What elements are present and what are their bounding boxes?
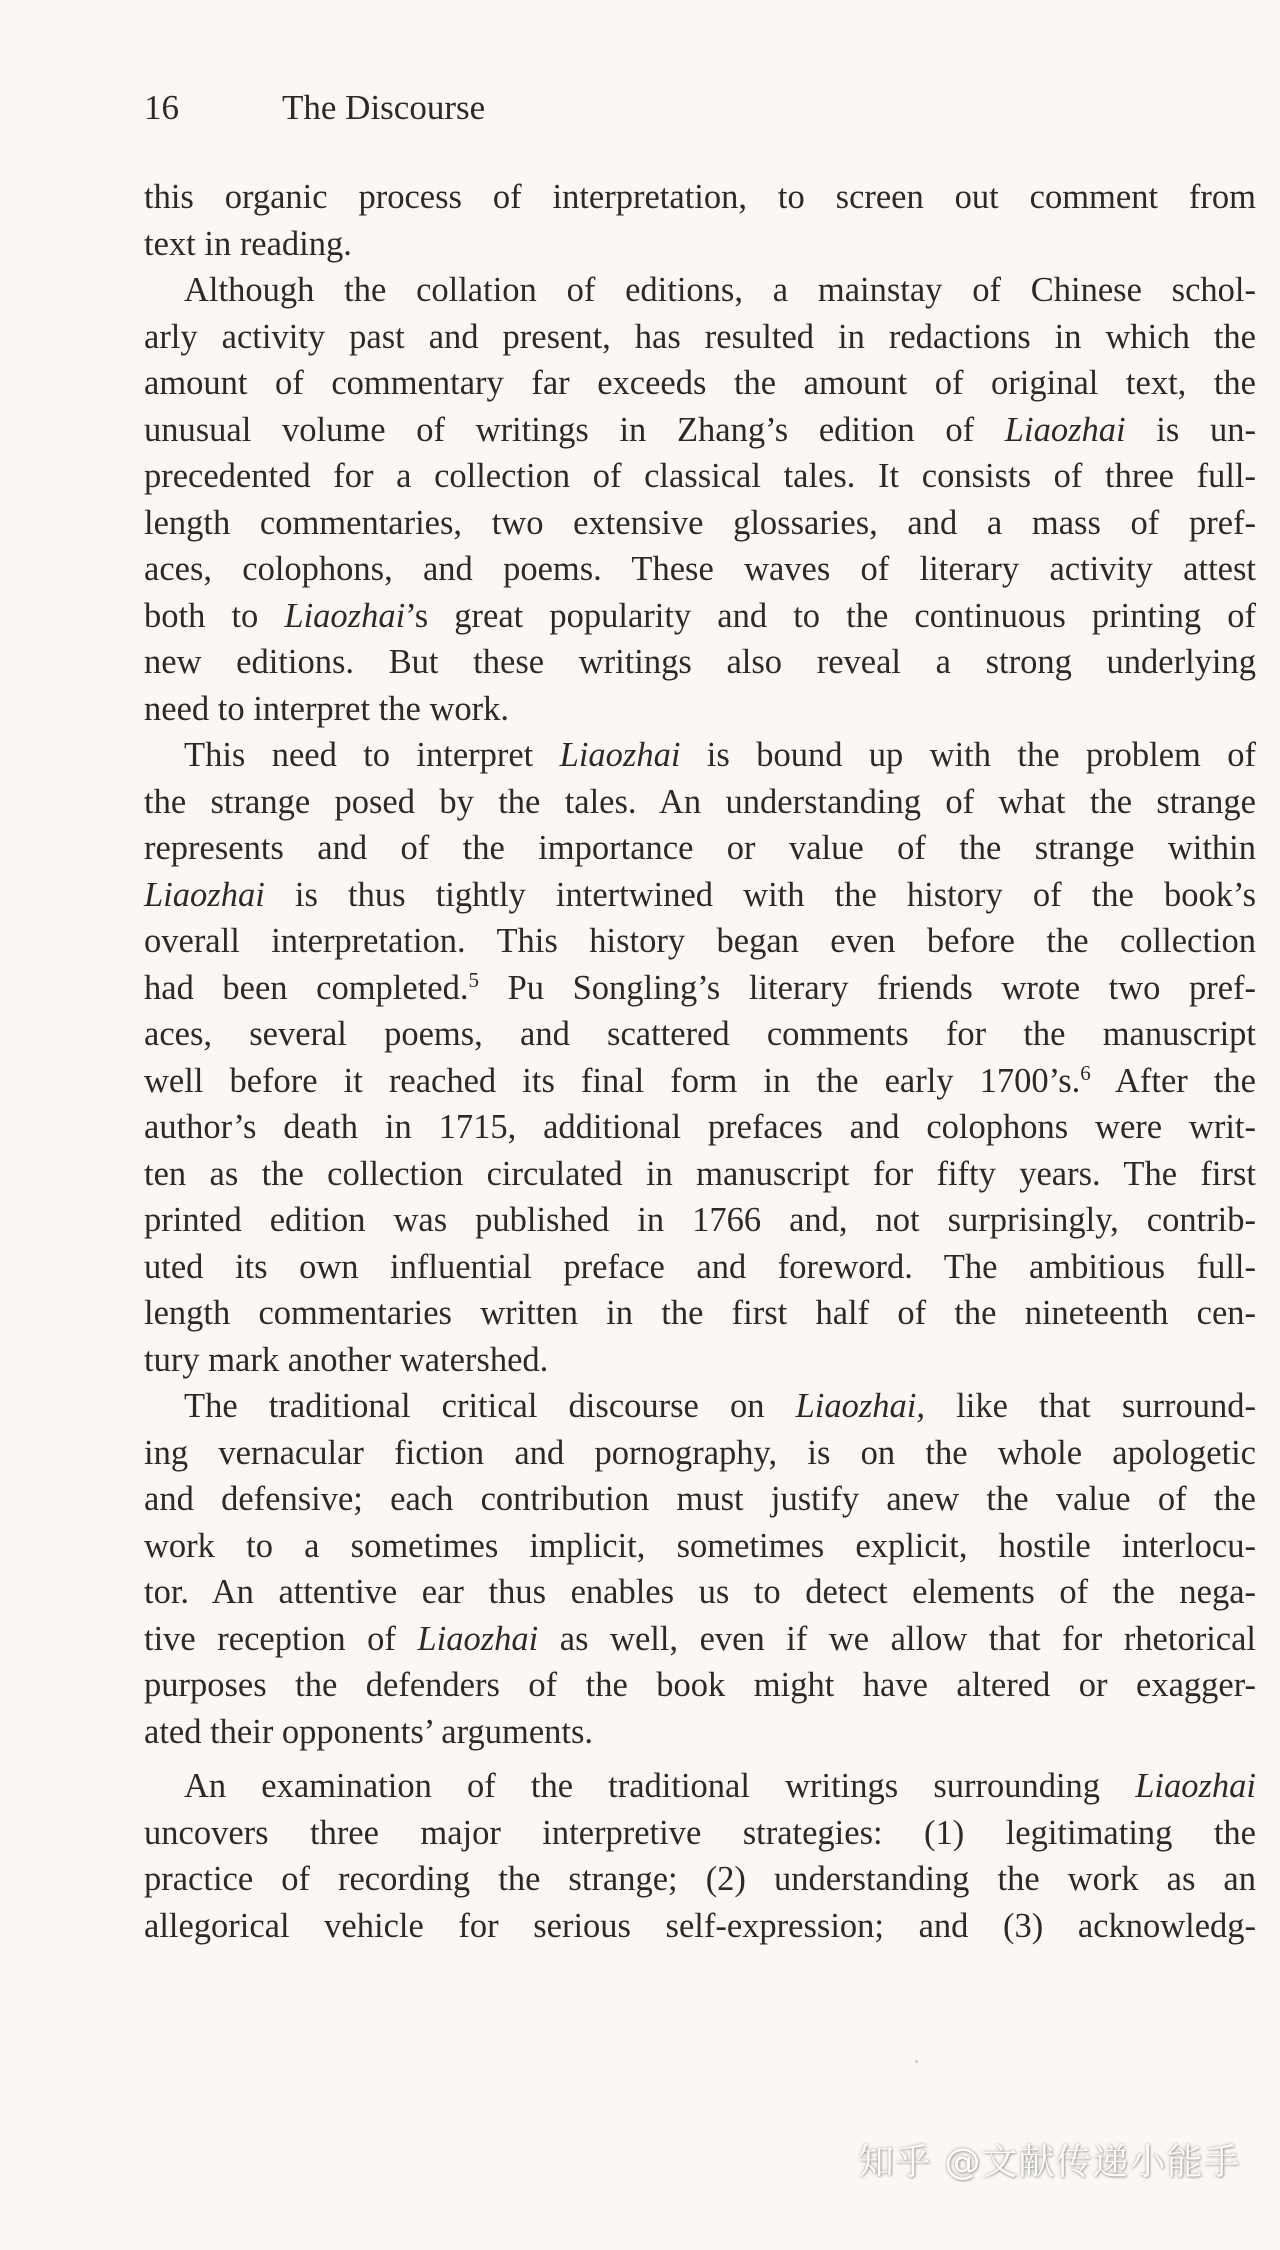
text-line: tive reception of Liaozhai as well, even if we allow that for rhetorical [144, 1619, 1256, 1658]
text-line: both to Liaozhai’s great popularity and to the continuous printing of [144, 596, 1256, 635]
book-title: Liaozhai [284, 596, 406, 635]
book-title: Liaozhai [417, 1619, 539, 1658]
text-line: unusual volume of writings in Zhang’s edition of Liaozhai is un- [144, 410, 1256, 449]
book-title: Liaozhai [144, 875, 265, 914]
text-line: the strange posed by the tales. An understanding of what the strange [144, 782, 1256, 821]
text-line: printed edition was published in 1766 and, not surprisingly, contrib- [144, 1201, 1256, 1239]
text-line: precedented for a collection of classical tales. It consists of three full- [144, 457, 1256, 495]
text-line: Liaozhai is thus tightly intertwined with the history of the book’s [144, 875, 1256, 914]
running-title: The Discourse [282, 88, 486, 127]
text-line: purposes the defenders of the book might have altered or exagger- [144, 1666, 1256, 1704]
text-line: new editions. But these writings also reveal a strong underlying [144, 643, 1256, 681]
book-title: Liaozhai [1135, 1767, 1256, 1805]
page-number: 16 [144, 88, 179, 127]
text-line: This need to interpret Liaozhai is bound up with the problem of [184, 736, 1256, 774]
watermark: 知乎 @文献传递小能手 [858, 2142, 1241, 2183]
text-line: overall interpretation. This history began even before the collection [144, 922, 1256, 960]
text-line: author’s death in 1715, additional prefaces and colophons were writ- [144, 1108, 1256, 1146]
text-line: aces, several poems, and scattered comments for the manuscript [144, 1015, 1256, 1053]
text-line: length commentaries written in the first half of the nineteenth cen- [144, 1294, 1256, 1332]
text-line: had been completed.$^5$ Pu Songling’s literary friends wrote two pref- [144, 967, 1256, 1007]
text-line: tor. An attentive ear thus enables us to detect elements of the nega- [144, 1573, 1256, 1611]
text-line: ated their opponents’ arguments. [144, 1712, 594, 1751]
text-line: represents and of the importance or value of the strange within [144, 829, 1256, 867]
footnote-ref-5[interactable]: 5 [468, 967, 479, 992]
text-line: aces, colophons, and poems. These waves of literary activity attest [144, 550, 1256, 588]
text-line: arly activity past and present, has resulted in redactions in which the [144, 317, 1256, 356]
text-line: text in reading. [144, 224, 352, 263]
running-header [144, 84, 485, 132]
text-line: tury mark another watershed. [144, 1340, 549, 1379]
text-line: The traditional critical discourse on Liaozhai, like that surround- [184, 1387, 1257, 1425]
text-line: ing vernacular fiction and pornography, is on the whole apologetic [144, 1433, 1256, 1472]
text-line: ten as the collection circulated in manuscript for fifty years. The first [144, 1154, 1256, 1193]
text-line: need to interpret the work. [144, 689, 509, 728]
footnote-ref-6[interactable]: 6 [1080, 1060, 1091, 1085]
text-line: amount of commentary far exceeds the amount of original text, the [144, 364, 1256, 402]
book-title: Liaozhai [559, 736, 681, 774]
text-line: and defensive; each contribution must justify anew the value of the [144, 1480, 1256, 1518]
text-line: uncovers three major interpretive strategies: (1) legitimating the [144, 1813, 1256, 1852]
text-line: An examination of the traditional writings surrounding Liaozhai [184, 1767, 1256, 1805]
book-title: Liaozhai [1004, 410, 1126, 449]
paper-speck [915, 2060, 918, 2063]
book-title: Liaozhai, [795, 1387, 926, 1425]
body-text [144, 174, 1256, 1949]
text-line: well before it reached its final form in the early 1700’s.$^6$ After the [144, 1060, 1256, 1100]
text-line: uted its own influential preface and foreword. The ambitious full- [144, 1247, 1256, 1286]
text-line: work to a sometimes implicit, sometimes explicit, hostile interlocu- [144, 1526, 1256, 1565]
text-line: allegorical vehicle for serious self-expression; and (3) acknowledg- [144, 1906, 1256, 1945]
text-line: length commentaries, two extensive glossaries, and a mass of pref- [144, 503, 1256, 542]
text-line: practice of recording the strange; (2) understanding the work as an [144, 1860, 1256, 1898]
text-line: this organic process of interpretation, to screen out comment from [144, 178, 1256, 216]
text-line: Although the collation of editions, a mainstay of Chinese schol- [184, 271, 1256, 309]
